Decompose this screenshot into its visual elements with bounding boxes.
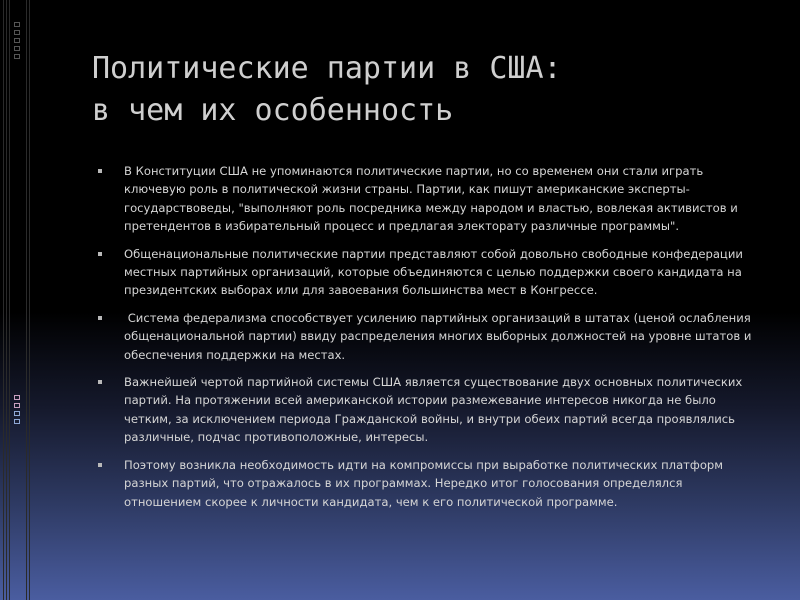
bullet-item <box>96 309 756 364</box>
slide-title-line-2: в чем их особенность <box>92 93 454 128</box>
slide-title <box>92 48 772 132</box>
bullet-text: Общенациональные политические партии представляют собой довольно свободные конфедерации местных партийных организаций, которые объединяются с целью поддержки своего кандидата на президентских выборах или для завоевания большинства мест в Конгрессе. <box>124 246 743 298</box>
bullet-text: Система федерализма способствует усилению партийных организаций в штатах (ценой ослабления общенациональной партии) ввиду распределения многих выборных должностей на уровне штатов и обеспечения поддержки на местах. <box>124 310 756 362</box>
slide-title-line-1: Политические партии в США: <box>92 51 562 86</box>
decor-square <box>14 22 20 27</box>
decor-square <box>14 46 20 51</box>
decor-square <box>14 30 20 35</box>
left-vertical-line <box>29 0 30 600</box>
left-vertical-line <box>6 0 7 600</box>
bullet-item <box>96 373 756 447</box>
decor-squares-bottom <box>14 395 21 427</box>
left-vertical-line <box>26 0 27 600</box>
left-vertical-line <box>3 0 4 600</box>
left-vertical-line <box>9 0 10 600</box>
bullet-item <box>96 456 756 511</box>
bullet-marker-icon <box>98 316 102 320</box>
bullet-text: Поэтому возникла необходимость идти на компромиссы при выработке политических платформ разных партий, что отражалось в их программах. Нередко итог голосования определялся отношением скорее к личности кандидата, чем к его политической программе. <box>124 457 724 509</box>
bullet-item <box>96 245 756 300</box>
bullet-marker-icon <box>98 252 102 256</box>
decor-square <box>14 411 20 416</box>
bullet-text: Важнейшей чертой партийной системы США является существование двух основных политических партий. На протяжении всей американской истории размежевание интересов никогда не было четким, за исключением периода Гражданской войны, и внутри обеих партий всегда проявлялись различные, подчас противоположные, интересы. <box>124 375 743 445</box>
bullet-marker-icon <box>98 380 102 384</box>
bullet-text: В Конституции США не упоминаются политические партии, но со временем они стали играть ключевую роль в политической жизни страны. Партии, как пишут американские эксперты-государствоведы, "выполняют роль посредника между народом и властью, вовлекая активистов и претендентов в избирательный процесс и предлагая электорату различные программы". <box>124 164 738 234</box>
decor-square <box>14 395 20 400</box>
bullet-list <box>96 162 756 520</box>
bullet-marker-icon <box>98 169 102 173</box>
bullet-marker-icon <box>98 463 102 467</box>
decor-square <box>14 38 20 43</box>
bullet-item <box>96 162 756 236</box>
decor-square <box>14 54 20 59</box>
decor-squares-top <box>14 22 21 62</box>
decor-square <box>14 419 20 424</box>
decor-square <box>14 403 20 408</box>
